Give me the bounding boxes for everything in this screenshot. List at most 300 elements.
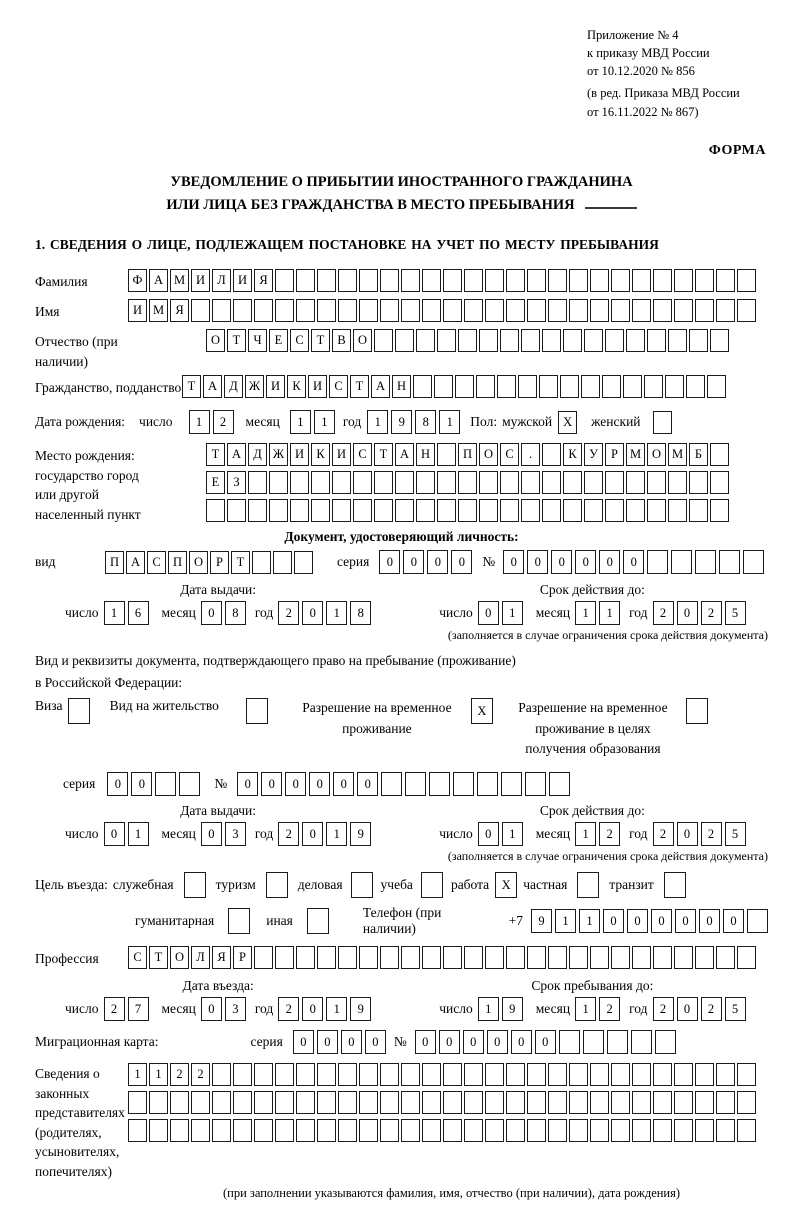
cell[interactable]: К — [287, 375, 306, 398]
cell[interactable] — [710, 471, 729, 494]
cell[interactable] — [296, 1063, 315, 1086]
cell[interactable]: Б — [689, 443, 708, 466]
cell[interactable] — [716, 299, 735, 322]
cell[interactable] — [275, 299, 294, 322]
cell[interactable] — [525, 772, 546, 796]
cell[interactable]: 0 — [677, 822, 698, 846]
cell[interactable]: 0 — [551, 550, 572, 574]
cell[interactable]: 2 — [278, 822, 299, 846]
cell[interactable]: Ж — [245, 375, 264, 398]
cell[interactable]: И — [233, 269, 252, 292]
cell[interactable] — [443, 1119, 462, 1142]
cell[interactable] — [542, 443, 561, 466]
cell[interactable]: 2 — [170, 1063, 189, 1086]
cell[interactable]: Л — [191, 946, 210, 969]
cell[interactable]: 9 — [391, 410, 412, 434]
cell[interactable] — [710, 329, 729, 352]
cell[interactable] — [443, 1091, 462, 1114]
cell[interactable] — [191, 1119, 210, 1142]
cell[interactable] — [458, 471, 477, 494]
cell[interactable] — [443, 1063, 462, 1086]
cell[interactable] — [294, 551, 313, 574]
cell[interactable]: Е — [269, 329, 288, 352]
cell[interactable] — [611, 1091, 630, 1114]
cell[interactable] — [380, 1119, 399, 1142]
cell[interactable] — [569, 1091, 588, 1114]
cell[interactable]: 2 — [278, 997, 299, 1021]
cell[interactable] — [155, 772, 176, 796]
cell[interactable]: X — [558, 411, 577, 434]
cell[interactable] — [719, 550, 740, 574]
cell[interactable]: 0 — [415, 1030, 436, 1054]
cell[interactable] — [611, 269, 630, 292]
cell[interactable] — [317, 1063, 336, 1086]
cell[interactable] — [296, 946, 315, 969]
cell[interactable] — [737, 299, 756, 322]
cell[interactable] — [374, 471, 393, 494]
cell[interactable] — [212, 1063, 231, 1086]
cell[interactable]: 1 — [326, 601, 347, 625]
cell[interactable] — [707, 375, 726, 398]
cell[interactable] — [380, 269, 399, 292]
cell[interactable] — [623, 375, 642, 398]
cell[interactable] — [254, 1091, 273, 1114]
cell[interactable]: 5 — [725, 997, 746, 1021]
cell[interactable]: 0 — [478, 601, 499, 625]
cell[interactable] — [653, 1119, 672, 1142]
cell[interactable] — [695, 299, 714, 322]
cell[interactable]: 2 — [653, 822, 674, 846]
cell[interactable]: 2 — [191, 1063, 210, 1086]
cell[interactable] — [590, 299, 609, 322]
cell[interactable] — [422, 269, 441, 292]
cell[interactable] — [227, 499, 246, 522]
cell[interactable]: 0 — [627, 909, 648, 933]
cell[interactable] — [632, 1119, 651, 1142]
cell[interactable]: 0 — [623, 550, 644, 574]
cell[interactable] — [212, 1119, 231, 1142]
cell[interactable] — [464, 1063, 483, 1086]
cell[interactable] — [269, 499, 288, 522]
cell[interactable]: 2 — [278, 601, 299, 625]
cell[interactable] — [332, 471, 351, 494]
cell[interactable] — [500, 499, 519, 522]
cell[interactable] — [275, 946, 294, 969]
cell[interactable] — [422, 946, 441, 969]
cell[interactable]: 1 — [439, 410, 460, 434]
cell[interactable] — [485, 299, 504, 322]
cell[interactable] — [338, 946, 357, 969]
cell[interactable]: О — [170, 946, 189, 969]
cell[interactable]: 0 — [575, 550, 596, 574]
cell[interactable] — [359, 946, 378, 969]
cell[interactable] — [275, 1091, 294, 1114]
cell[interactable] — [443, 269, 462, 292]
cell[interactable] — [248, 499, 267, 522]
cell[interactable] — [644, 375, 663, 398]
cell[interactable] — [275, 1119, 294, 1142]
cell[interactable]: 0 — [511, 1030, 532, 1054]
cell[interactable] — [590, 1091, 609, 1114]
cell[interactable] — [743, 550, 764, 574]
cell[interactable]: Т — [182, 375, 201, 398]
cell[interactable] — [527, 1063, 546, 1086]
cell[interactable]: 2 — [653, 601, 674, 625]
cell[interactable] — [485, 1063, 504, 1086]
cell[interactable] — [296, 1091, 315, 1114]
cell[interactable] — [395, 329, 414, 352]
cell[interactable]: 1 — [290, 410, 311, 434]
cell[interactable] — [506, 299, 525, 322]
cell[interactable] — [527, 1119, 546, 1142]
cell[interactable] — [359, 269, 378, 292]
cell[interactable] — [290, 471, 309, 494]
cell[interactable] — [497, 375, 516, 398]
cell[interactable] — [626, 329, 645, 352]
cell[interactable] — [248, 471, 267, 494]
cell[interactable] — [506, 1091, 525, 1114]
cell[interactable]: А — [149, 269, 168, 292]
cell[interactable]: 0 — [463, 1030, 484, 1054]
cell[interactable] — [548, 299, 567, 322]
cell[interactable] — [374, 329, 393, 352]
cell[interactable] — [359, 1119, 378, 1142]
cell[interactable] — [338, 1119, 357, 1142]
cell[interactable] — [191, 299, 210, 322]
cell[interactable]: 0 — [699, 909, 720, 933]
cell[interactable] — [716, 1063, 735, 1086]
cell[interactable]: 1 — [478, 997, 499, 1021]
cell[interactable] — [647, 471, 666, 494]
cell[interactable] — [233, 1119, 252, 1142]
cell[interactable] — [590, 1119, 609, 1142]
cell[interactable]: Я — [212, 946, 231, 969]
cell[interactable] — [716, 946, 735, 969]
cell[interactable]: Т — [231, 551, 250, 574]
cell[interactable] — [695, 269, 714, 292]
cell[interactable]: 5 — [725, 601, 746, 625]
cell[interactable] — [437, 329, 456, 352]
cell[interactable] — [527, 269, 546, 292]
cell[interactable]: Д — [248, 443, 267, 466]
cell[interactable] — [569, 299, 588, 322]
cell[interactable] — [584, 499, 603, 522]
cell[interactable]: И — [332, 443, 351, 466]
cell[interactable] — [179, 772, 200, 796]
cell[interactable] — [455, 375, 474, 398]
cell[interactable] — [464, 1091, 483, 1114]
cell[interactable] — [416, 329, 435, 352]
cell[interactable] — [317, 1091, 336, 1114]
cell[interactable] — [464, 269, 483, 292]
cell[interactable] — [710, 443, 729, 466]
cell[interactable] — [380, 1091, 399, 1114]
cell[interactable] — [549, 772, 570, 796]
cell[interactable]: 1 — [189, 410, 210, 434]
cell[interactable]: 0 — [261, 772, 282, 796]
cell[interactable] — [747, 909, 768, 933]
cell[interactable] — [542, 499, 561, 522]
cell[interactable] — [605, 329, 624, 352]
cell[interactable] — [296, 1119, 315, 1142]
cell[interactable] — [405, 772, 426, 796]
cell[interactable] — [401, 1119, 420, 1142]
cell[interactable]: 0 — [293, 1030, 314, 1054]
cell[interactable]: А — [371, 375, 390, 398]
cell[interactable]: 0 — [439, 1030, 460, 1054]
cell[interactable] — [506, 946, 525, 969]
cell[interactable]: Ч — [248, 329, 267, 352]
cell[interactable] — [737, 269, 756, 292]
cell[interactable] — [485, 269, 504, 292]
cell[interactable]: 1 — [128, 1063, 147, 1086]
cell[interactable] — [353, 471, 372, 494]
cell[interactable] — [611, 299, 630, 322]
cell[interactable] — [246, 698, 268, 724]
cell[interactable]: 1 — [575, 822, 596, 846]
cell[interactable] — [584, 329, 603, 352]
cell[interactable] — [359, 1063, 378, 1086]
cell[interactable]: Л — [212, 269, 231, 292]
cell[interactable]: Р — [233, 946, 252, 969]
cell[interactable] — [626, 499, 645, 522]
cell[interactable] — [338, 1091, 357, 1114]
cell[interactable] — [689, 499, 708, 522]
cell[interactable] — [296, 299, 315, 322]
cell[interactable]: 0 — [107, 772, 128, 796]
cell[interactable] — [563, 471, 582, 494]
cell[interactable]: О — [189, 551, 208, 574]
cell[interactable] — [212, 1091, 231, 1114]
cell[interactable]: 9 — [502, 997, 523, 1021]
cell[interactable]: А — [395, 443, 414, 466]
cell[interactable] — [437, 471, 456, 494]
cell[interactable]: 0 — [302, 822, 323, 846]
cell[interactable]: 0 — [201, 822, 222, 846]
cell[interactable] — [212, 299, 231, 322]
cell[interactable] — [689, 329, 708, 352]
cell[interactable] — [607, 1030, 628, 1054]
cell[interactable]: П — [105, 551, 124, 574]
cell[interactable] — [506, 269, 525, 292]
cell[interactable]: 0 — [131, 772, 152, 796]
cell[interactable] — [559, 1030, 580, 1054]
cell[interactable]: 0 — [451, 550, 472, 574]
cell[interactable]: 1 — [599, 601, 620, 625]
cell[interactable]: О — [479, 443, 498, 466]
cell[interactable]: 2 — [701, 822, 722, 846]
cell[interactable] — [233, 1091, 252, 1114]
cell[interactable]: Р — [210, 551, 229, 574]
cell[interactable] — [539, 375, 558, 398]
cell[interactable]: Н — [416, 443, 435, 466]
cell[interactable] — [443, 946, 462, 969]
cell[interactable] — [674, 1119, 693, 1142]
cell[interactable]: И — [290, 443, 309, 466]
cell[interactable] — [254, 1063, 273, 1086]
cell[interactable] — [632, 299, 651, 322]
cell[interactable] — [674, 946, 693, 969]
cell[interactable] — [542, 471, 561, 494]
cell[interactable] — [395, 471, 414, 494]
cell[interactable] — [716, 269, 735, 292]
cell[interactable]: 1 — [575, 997, 596, 1021]
cell[interactable] — [416, 499, 435, 522]
cell[interactable] — [695, 550, 716, 574]
cell[interactable] — [665, 375, 684, 398]
cell[interactable]: 8 — [225, 601, 246, 625]
cell[interactable] — [695, 946, 714, 969]
cell[interactable]: С — [353, 443, 372, 466]
cell[interactable] — [668, 329, 687, 352]
cell[interactable] — [149, 1119, 168, 1142]
cell[interactable] — [338, 1063, 357, 1086]
cell[interactable]: 0 — [302, 601, 323, 625]
cell[interactable] — [611, 1119, 630, 1142]
cell[interactable]: И — [266, 375, 285, 398]
cell[interactable]: П — [168, 551, 187, 574]
cell[interactable] — [686, 698, 708, 724]
cell[interactable]: З — [227, 471, 246, 494]
cell[interactable] — [149, 1091, 168, 1114]
cell[interactable] — [464, 299, 483, 322]
cell[interactable]: 0 — [527, 550, 548, 574]
cell[interactable]: 0 — [677, 997, 698, 1021]
cell[interactable] — [296, 269, 315, 292]
cell[interactable]: 0 — [503, 550, 524, 574]
cell[interactable]: С — [290, 329, 309, 352]
cell[interactable] — [307, 908, 329, 934]
cell[interactable]: 9 — [350, 822, 371, 846]
cell[interactable]: 0 — [201, 997, 222, 1021]
cell[interactable] — [632, 946, 651, 969]
cell[interactable] — [631, 1030, 652, 1054]
cell[interactable] — [351, 872, 373, 898]
cell[interactable]: 5 — [725, 822, 746, 846]
cell[interactable]: О — [353, 329, 372, 352]
cell[interactable] — [401, 1063, 420, 1086]
cell[interactable] — [68, 698, 90, 724]
cell[interactable]: О — [647, 443, 666, 466]
cell[interactable] — [653, 269, 672, 292]
cell[interactable] — [332, 499, 351, 522]
cell[interactable] — [716, 1091, 735, 1114]
cell[interactable] — [647, 329, 666, 352]
cell[interactable]: С — [500, 443, 519, 466]
cell[interactable] — [500, 471, 519, 494]
cell[interactable]: 0 — [599, 550, 620, 574]
cell[interactable] — [655, 1030, 676, 1054]
cell[interactable] — [128, 1091, 147, 1114]
cell[interactable]: Р — [605, 443, 624, 466]
cell[interactable] — [381, 772, 402, 796]
cell[interactable] — [590, 269, 609, 292]
cell[interactable]: X — [495, 872, 517, 898]
cell[interactable] — [421, 872, 443, 898]
cell[interactable] — [548, 1063, 567, 1086]
cell[interactable] — [128, 1119, 147, 1142]
cell[interactable] — [290, 499, 309, 522]
cell[interactable]: Д — [224, 375, 243, 398]
cell[interactable] — [647, 499, 666, 522]
cell[interactable] — [653, 299, 672, 322]
cell[interactable] — [317, 946, 336, 969]
cell[interactable] — [458, 329, 477, 352]
cell[interactable] — [653, 411, 672, 434]
cell[interactable] — [737, 1063, 756, 1086]
cell[interactable]: С — [147, 551, 166, 574]
cell[interactable] — [233, 299, 252, 322]
cell[interactable]: 0 — [651, 909, 672, 933]
cell[interactable] — [689, 471, 708, 494]
cell[interactable] — [413, 375, 432, 398]
cell[interactable]: 0 — [309, 772, 330, 796]
cell[interactable] — [674, 1063, 693, 1086]
cell[interactable]: Т — [350, 375, 369, 398]
cell[interactable] — [273, 551, 292, 574]
cell[interactable]: 1 — [128, 822, 149, 846]
cell[interactable]: М — [170, 269, 189, 292]
cell[interactable]: 1 — [502, 601, 523, 625]
cell[interactable] — [353, 499, 372, 522]
cell[interactable]: 9 — [531, 909, 552, 933]
cell[interactable]: Я — [170, 299, 189, 322]
cell[interactable]: 0 — [487, 1030, 508, 1054]
cell[interactable] — [437, 443, 456, 466]
cell[interactable]: 0 — [357, 772, 378, 796]
cell[interactable] — [170, 1119, 189, 1142]
cell[interactable] — [228, 908, 250, 934]
cell[interactable]: А — [126, 551, 145, 574]
cell[interactable] — [254, 946, 273, 969]
cell[interactable] — [317, 299, 336, 322]
cell[interactable] — [269, 471, 288, 494]
cell[interactable]: 0 — [379, 550, 400, 574]
cell[interactable]: 0 — [237, 772, 258, 796]
cell[interactable] — [710, 499, 729, 522]
cell[interactable] — [422, 1091, 441, 1114]
cell[interactable] — [527, 299, 546, 322]
cell[interactable] — [695, 1063, 714, 1086]
cell[interactable] — [453, 772, 474, 796]
cell[interactable] — [206, 499, 225, 522]
cell[interactable] — [401, 299, 420, 322]
cell[interactable] — [422, 299, 441, 322]
cell[interactable]: 1 — [502, 822, 523, 846]
cell[interactable] — [668, 499, 687, 522]
cell[interactable] — [647, 550, 668, 574]
cell[interactable] — [477, 772, 498, 796]
cell[interactable]: 0 — [302, 997, 323, 1021]
cell[interactable] — [611, 1063, 630, 1086]
cell[interactable] — [521, 471, 540, 494]
cell[interactable]: Н — [392, 375, 411, 398]
cell[interactable] — [506, 1063, 525, 1086]
cell[interactable]: 0 — [365, 1030, 386, 1054]
cell[interactable]: 0 — [104, 822, 125, 846]
cell[interactable]: О — [206, 329, 225, 352]
cell[interactable] — [653, 1091, 672, 1114]
cell[interactable]: 0 — [603, 909, 624, 933]
cell[interactable] — [500, 329, 519, 352]
cell[interactable] — [737, 1119, 756, 1142]
cell[interactable]: 2 — [599, 822, 620, 846]
cell[interactable]: Т — [149, 946, 168, 969]
cell[interactable] — [668, 471, 687, 494]
cell[interactable]: 1 — [579, 909, 600, 933]
cell[interactable] — [359, 1091, 378, 1114]
cell[interactable] — [611, 946, 630, 969]
